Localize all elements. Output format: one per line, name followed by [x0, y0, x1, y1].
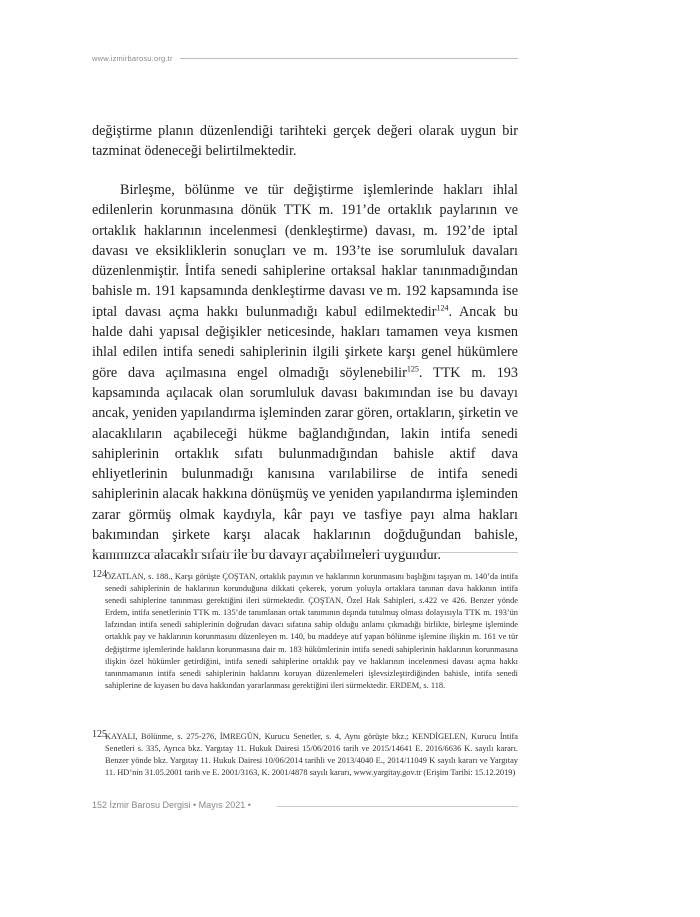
header-rule: [180, 58, 518, 59]
paragraph-2-part-c: . TTK m. 193 kapsamında açılacak olan sorumluluk davası bakımından ise bu davayı ancak, yeniden yapılandırma işleminden zarar gören, ortakların, şirketin ve alacaklıların açabileceği hükme bağlandığından, lakin intifa senedi sahiplerinin ortaklık sıfatı bulunmadığından bahisle aktif dava ehliyetlerinin bulunmadığı kanısına varılabilirse de intifa senedi sahiplerinin alacak hakkına dönüşmüş ve yeniden yapılandırma işleminden zarar görmüş olmak kaydıyla, kâr payı ve tasfiye payı alma hakları bakımından şirkete karşı alacak haklarının doğduğundan bahisle, kanımızca alacaklı sıfatı ile bu davayı açabilmeleri uygundur.: [92, 364, 518, 564]
footnote-125: [92, 731, 518, 779]
footnote-number: 124: [92, 569, 107, 580]
header-url: www.izmirbarosu.org.tr: [92, 54, 173, 63]
paragraph-2-part-a: Birleşme, bölünme ve tür değiştirme işlemlerinde hakları ihlal edilenlerin korunmasına dönük TTK m. 191’de ortaklık paylarının ve ortaklık haklarının incelenmesi (denkleştirme) davası, m. 192’de iptal davası ve eksikliklerin sonuçları ve m. 193’te ise sorumluluk davaları düzenlenmiştir. İntifa senedi sahiplerine ortaksal haklar tanınmadığından bahisle m. 191 kapsamında denkleştirme davası ve m. 192 kapsamında ise iptal davası açma hakkı bulunmadığı kabul edilmektedir: [92, 182, 518, 320]
footnote-number: 125: [92, 729, 107, 740]
footer-rule: [277, 806, 518, 807]
footnote-ref-125[interactable]: 125: [406, 363, 419, 373]
paragraph-2: [92, 180, 518, 566]
footnote-ref-124[interactable]: 124: [436, 303, 449, 313]
footnote-separator: [92, 552, 518, 553]
footnote-text: ÖZATLAN, s. 188., Karşı görüşte ÇOŞTAN, ortaklık payının ve haklarının korunmasını başlığını taşıyan m. 140’da intifa senedi sahiplerinin de haklarının korunduğuna dikkati çekerek, yorum yoluyla ortaklara tanınan dava hakkının intifa senedi sahiplerine tanınması gerektiğini ileri sürmektedir. ÇOŞTAN, Özel Hak Sahipleri, s.422 ve 426. Benzer yönde Erdem, intifa senetlerinin TTK m. 135’de tanımlanan ortak tanımının dışında tutulmuş olması dolayısıyla TTK m. 193’ün lafzından intifa senedi sahiplerinin doğrudan davacı sıfatına sahip olduğu anlamı çıkmadığı birlikte, birleşme işleminde ortaklık pay ve haklarının korunmasını düzenleyen m. 140, bu maddeye atıf yapan bölünme işlemine ilişkin m. 161 ve tür değiştirme işlemlerinde hakların korunmasına dair m. 183 hükümlerinin intifa senedi sahiplerinin haklarının korunmasına ilişkin özel hükümler getirdiğini, intifa senedi sahiplerine ortaklık pay ve haklarının incelenmesi davası açma hakkı tanınmamanın intifa senedi sahiplerinin haklarını koruyan düzenlemeleri işlevsizleştirdiğinden bahisle, intifa senedi sahiplerine de kıyasen bu dava hakkından yararlanması gerektiğini ileri sürmektedir. ERDEM, s. 118.: [105, 572, 518, 690]
footnote-text: KAYALI, Bölünme, s. 275-276, İMREGÜN, Kurucu Senetler, s. 4, Aynı görüşte bkz.; KENDİGELEN, Kurucu İntifa Senetleri s. 335, Ayrıca bkz. Yargıtay 11. Hukuk Dairesi 15/06/2016 tarih ve 2015/14641 E. 2016/6636 K. sayılı kararı. Benzer yönde bkz. Yargıtay 11. Hukuk Dairesi 10/06/2014 tarihli ve 2013/4040 E., 2014/11049 K sayılı kararı ve Yargıtay 11. HD’nin 31.05.2001 tarih ve E. 2001/3163, K. 2001/4878 sayılı kararı, www.yargitay.gov.tr (Erişim Tarihi: 15.12.2019): [105, 732, 518, 778]
paragraph-2-part-b: . Ancak bu halde dahi yapısal değişikler neticesinde, hakları tamamen veya kısmen ihlal edilen intifa senedi sahiplerinin ilgili şirkete karşı genel hükümlere göre dava açılmasına engel olmadığı söylenebilir: [92, 303, 518, 381]
paragraph-1: değiştirme planın düzenlendiği tarihteki gerçek değeri olarak uygun bir tazminat ödeneceği belirtilmektedir.: [92, 123, 518, 160]
footer-text: 152 İzmir Barosu Dergisi • Mayıs 2021 •: [92, 800, 251, 810]
page-footer: [92, 800, 518, 814]
footnote-124: [92, 571, 518, 692]
